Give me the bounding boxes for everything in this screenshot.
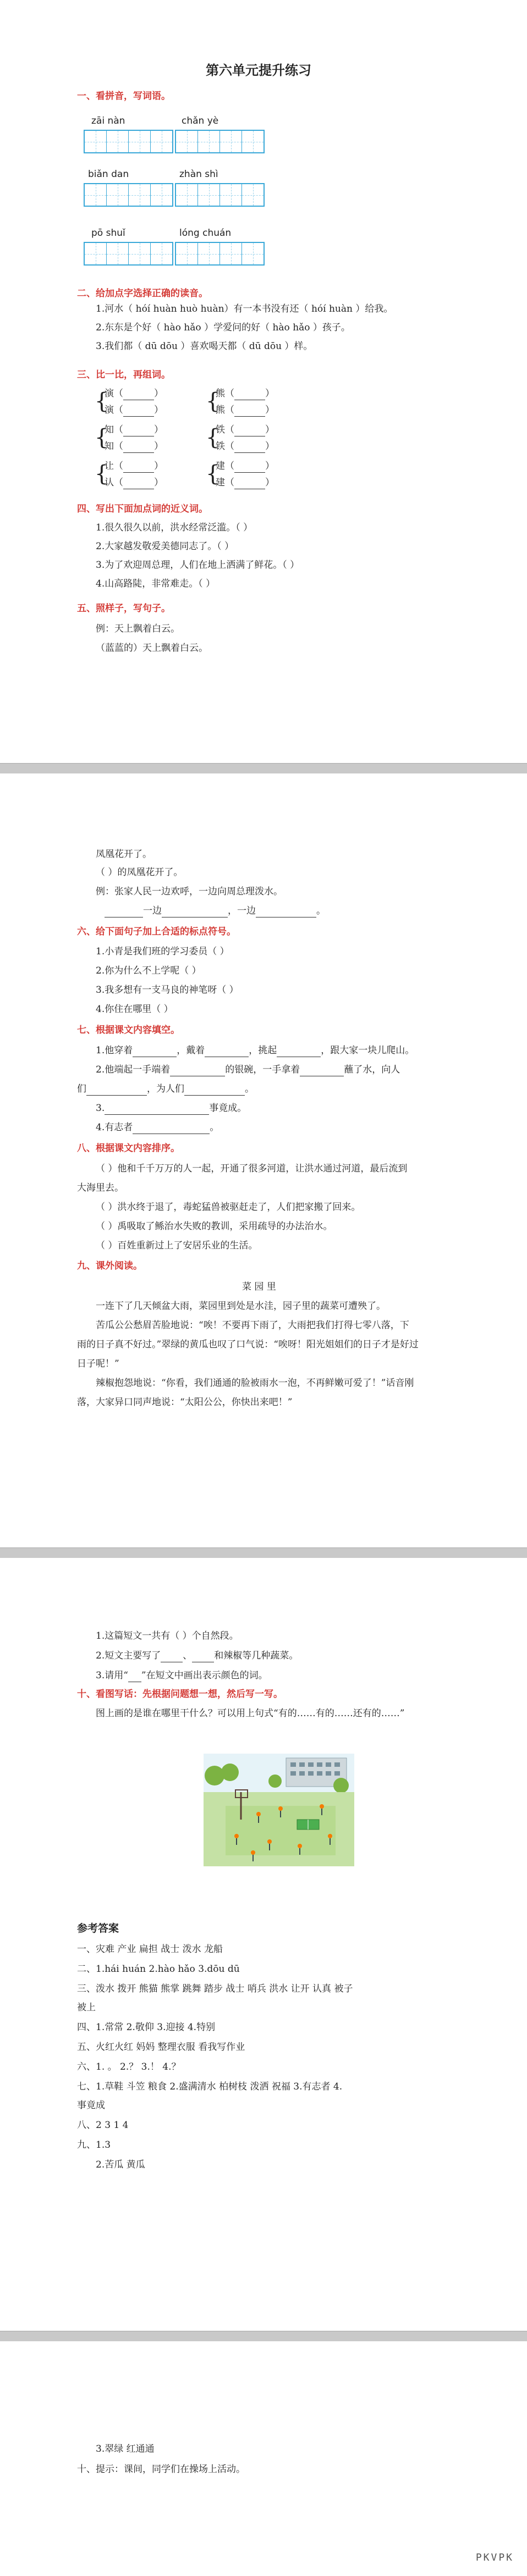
answer-5: 五、火红火红 妈妈 整理衣服 看我写作业 bbox=[77, 2042, 245, 2053]
brace-5: { bbox=[206, 425, 220, 450]
s7-line-2b: 们 ，为人们 。 bbox=[77, 1084, 254, 1094]
s4-line-4: 4.山高路陡，非常难走。（ ） bbox=[96, 578, 216, 589]
answer-7b: 事竟成 bbox=[77, 2100, 105, 2111]
page-4 bbox=[0, 2341, 527, 2576]
s9-question-1: 1.这篇短文一共有（ ）个自然段。 bbox=[96, 1630, 239, 1641]
s6-line-1: 1.小青是我们班的学习委员（ ） bbox=[96, 946, 229, 957]
story-p3a: 辣椒抱怨地说：“你看，我们通通的脸被雨水一泡，不再鲜嫩可爱了！”话音刚 bbox=[96, 1378, 414, 1389]
page-2 bbox=[0, 773, 527, 1547]
pair-l3: 知（ ） bbox=[105, 424, 163, 435]
answer-4: 四、1.常常 2.敬仰 3.迎接 4.特别 bbox=[77, 2022, 216, 2033]
pinyin-3: biǎn dan bbox=[88, 169, 129, 180]
s5-prompt-a: 凤凰花开了。 bbox=[96, 849, 152, 860]
pair-l1: 演（ ） bbox=[105, 388, 163, 399]
pair-r3: 铁（ ） bbox=[216, 424, 275, 435]
writing-grid-1[interactable] bbox=[84, 130, 173, 153]
s6-line-3: 3.我多想有一支马良的神笔呀（ ） bbox=[96, 985, 239, 996]
answer-8: 八、2 3 1 4 bbox=[77, 2120, 129, 2131]
pair-r1: 熊（ ） bbox=[216, 388, 275, 399]
s7-line-2: 2.他端起一手端着 的银碗，一手拿着 蘸了水，向人 bbox=[96, 1064, 400, 1075]
s5-example-2: （蓝蓝的）天上飘着白云。 bbox=[96, 643, 208, 654]
pinyin-1: zāi nàn bbox=[91, 115, 125, 126]
s5-example-3: 例：张家人民一边欢呼，一边向周总理泼水。 bbox=[96, 886, 283, 897]
brace-4: { bbox=[206, 389, 220, 414]
s4-line-3: 3.为了欢迎周总理，人们在地上洒满了鲜花。（ ） bbox=[96, 560, 300, 571]
s4-line-1: 1.很久很久以前，洪水经常泛滥。（ ） bbox=[96, 522, 253, 533]
s7-line-1: 1.他穿着 ，戴着 ，挑起 ，跟大家一块儿爬山。 bbox=[96, 1045, 415, 1056]
s2-line-3: 3.我们都（ dū dōu ）喜欢喝天都（ dū dōu ）样。 bbox=[96, 341, 313, 352]
s8-line-4: （ ）百姓重新过上了安居乐业的生活。 bbox=[96, 1240, 258, 1251]
pinyin-4: zhàn shì bbox=[179, 169, 218, 180]
answer-1: 一、灾难 产业 扁担 战士 泼水 龙船 bbox=[77, 1944, 223, 1955]
answer-9c: 3.翠绿 红通通 bbox=[96, 2444, 155, 2455]
s7-line-3: 3. 事竟成。 bbox=[96, 1103, 247, 1114]
section-6-heading: 六、给下面句子加上合适的标点符号。 bbox=[77, 926, 236, 937]
s6-line-2: 2.你为什么不上学呢（ ） bbox=[96, 965, 201, 976]
section-1-heading: 一、看拼音，写词语。 bbox=[77, 91, 171, 102]
page-1 bbox=[0, 0, 527, 763]
s9-question-3: 3.请用“ ”在短文中画出表示颜色的词。 bbox=[96, 1670, 268, 1681]
pair-r6: 建（ ） bbox=[216, 477, 275, 488]
s6-line-4: 4.你住在哪里（ ） bbox=[96, 1004, 173, 1015]
s8-line-2: （ ）洪水终于退了，毒蛇猛兽被驱赶走了，人们把家搬了回来。 bbox=[96, 1202, 361, 1213]
s8-line-3: （ ）禹吸取了鲧治水失败的教训，采用疏导的办法治水。 bbox=[96, 1221, 333, 1232]
story-p2c: 日子呢！” bbox=[77, 1358, 119, 1369]
page-separator-3 bbox=[0, 2331, 527, 2342]
brace-6: { bbox=[206, 461, 220, 487]
s5-prompt-b: （ ）的凤凰花开了。 bbox=[96, 867, 183, 878]
playground-illustration bbox=[204, 1754, 354, 1866]
s9-question-2: 2.短文主要写了 、 和辣椒等几种蔬菜。 bbox=[96, 1650, 299, 1661]
answer-9: 九、1.3 bbox=[77, 2140, 111, 2151]
section-9-heading: 九、课外阅读。 bbox=[77, 1261, 142, 1272]
writing-grid-4[interactable] bbox=[175, 183, 265, 207]
answer-6: 六、1. 。 2.？ 3.！ 4.？ bbox=[77, 2061, 181, 2072]
answer-9b: 2.苦瓜 黄瓜 bbox=[96, 2159, 145, 2170]
section-2-heading: 二、给加点字选择正确的读音。 bbox=[77, 288, 208, 299]
s8-line-1: （ ）他和千千万万的人一起，开通了很多河道，让洪水通过河道，最后流到 bbox=[96, 1163, 408, 1174]
s5-example-1: 例：天上飘着白云。 bbox=[96, 623, 180, 634]
s8-line-1b: 大海里去。 bbox=[77, 1182, 124, 1193]
brace-2: { bbox=[95, 425, 109, 450]
writing-grid-3[interactable] bbox=[84, 183, 173, 207]
pinyin-2: chǎn yè bbox=[182, 115, 219, 126]
brace-3: { bbox=[95, 461, 109, 487]
pair-r2: 熊（ ） bbox=[216, 405, 275, 416]
section-10-heading: 十、看图写话：先根据问题想一想，然后写一写。 bbox=[77, 1689, 283, 1700]
s5-prompt-c: 一边 ，一边 。 bbox=[105, 904, 326, 917]
section-8-heading: 八、根据课文内容排序。 bbox=[77, 1143, 180, 1154]
answer-7: 七、1.草鞋 斗笠 粮食 2.盛满清水 柏树枝 泼洒 祝福 3.有志者 4. bbox=[77, 2081, 343, 2092]
pair-l6: 认（ ） bbox=[105, 477, 163, 488]
page-title: 第六单元提升练习 bbox=[206, 62, 311, 78]
answers-heading: 参考答案 bbox=[77, 1922, 119, 1934]
s10-prompt: 图上画的是谁在哪里干什么？可以用上句式“有的……有的……还有的……” bbox=[96, 1708, 405, 1719]
pair-l2: 演（ ） bbox=[105, 405, 163, 416]
story-p1: 一连下了几天倾盆大雨，菜园里到处是水洼，园子里的蔬菜可遭殃了。 bbox=[96, 1301, 386, 1312]
section-7-heading: 七、根据课文内容填空。 bbox=[77, 1025, 180, 1036]
story-title: 菜 园 里 bbox=[242, 1281, 276, 1292]
pinyin-6: lóng chuán bbox=[179, 228, 232, 239]
page-separator-1 bbox=[0, 763, 527, 774]
pair-l5: 让（ ） bbox=[105, 461, 163, 472]
section-4-heading: 四、写出下面加点词的近义词。 bbox=[77, 504, 208, 515]
writing-grid-5[interactable] bbox=[84, 242, 173, 266]
answer-10: 十、提示：课间，同学们在操场上活动。 bbox=[77, 2464, 245, 2475]
story-p2b: 雨的日子真不好过。”翠绿的黄瓜也叹了口气说：“唉呀！阳光姐姐们的日子才是好过 bbox=[77, 1339, 419, 1350]
watermark-footer: PKVPK bbox=[475, 2552, 514, 2563]
s4-line-2: 2.大家越发敬爱美德同志了。（ ） bbox=[96, 541, 234, 552]
pair-l4: 知（ ） bbox=[105, 441, 163, 452]
section-5-heading: 五、照样子，写句子。 bbox=[77, 603, 171, 614]
answer-3: 三、泼水 拨开 熊猫 熊掌 跳舞 踏步 战士 哨兵 洪水 让开 认真 被子 bbox=[77, 1983, 353, 1994]
story-p3b: 落，大家异口同声地说：“太阳公公，你快出来吧！” bbox=[77, 1397, 293, 1408]
page-separator-2 bbox=[0, 1547, 527, 1558]
pair-r4: 铁（ ） bbox=[216, 441, 275, 452]
s2-line-2: 2.东东是个好（ hào hǎo ）学爱问的好（ hào hǎo ）孩子。 bbox=[96, 322, 350, 333]
writing-grid-6[interactable] bbox=[175, 242, 265, 266]
answer-2: 二、1.hái huán 2.hào hǎo 3.dōu dū bbox=[77, 1964, 240, 1975]
brace-1: { bbox=[95, 389, 109, 414]
s7-line-4: 4.有志者 。 bbox=[96, 1122, 219, 1133]
page-3 bbox=[0, 1558, 527, 2331]
answer-3b: 被上 bbox=[77, 2002, 96, 2013]
pinyin-5: pō shuǐ bbox=[91, 228, 125, 239]
pair-r5: 建（ ） bbox=[216, 461, 275, 472]
section-3-heading: 三、比一比，再组词。 bbox=[77, 369, 171, 380]
writing-grid-2[interactable] bbox=[175, 130, 265, 153]
s2-line-1: 1.河水（ hóí huàn huò huàn）有一本书没有还（ hóí huàn ）给我。 bbox=[96, 303, 393, 314]
story-p2a: 苦瓜公公愁眉苦脸地说：“唉！不要再下雨了，大雨把我们打得七零八落，下 bbox=[96, 1320, 409, 1331]
